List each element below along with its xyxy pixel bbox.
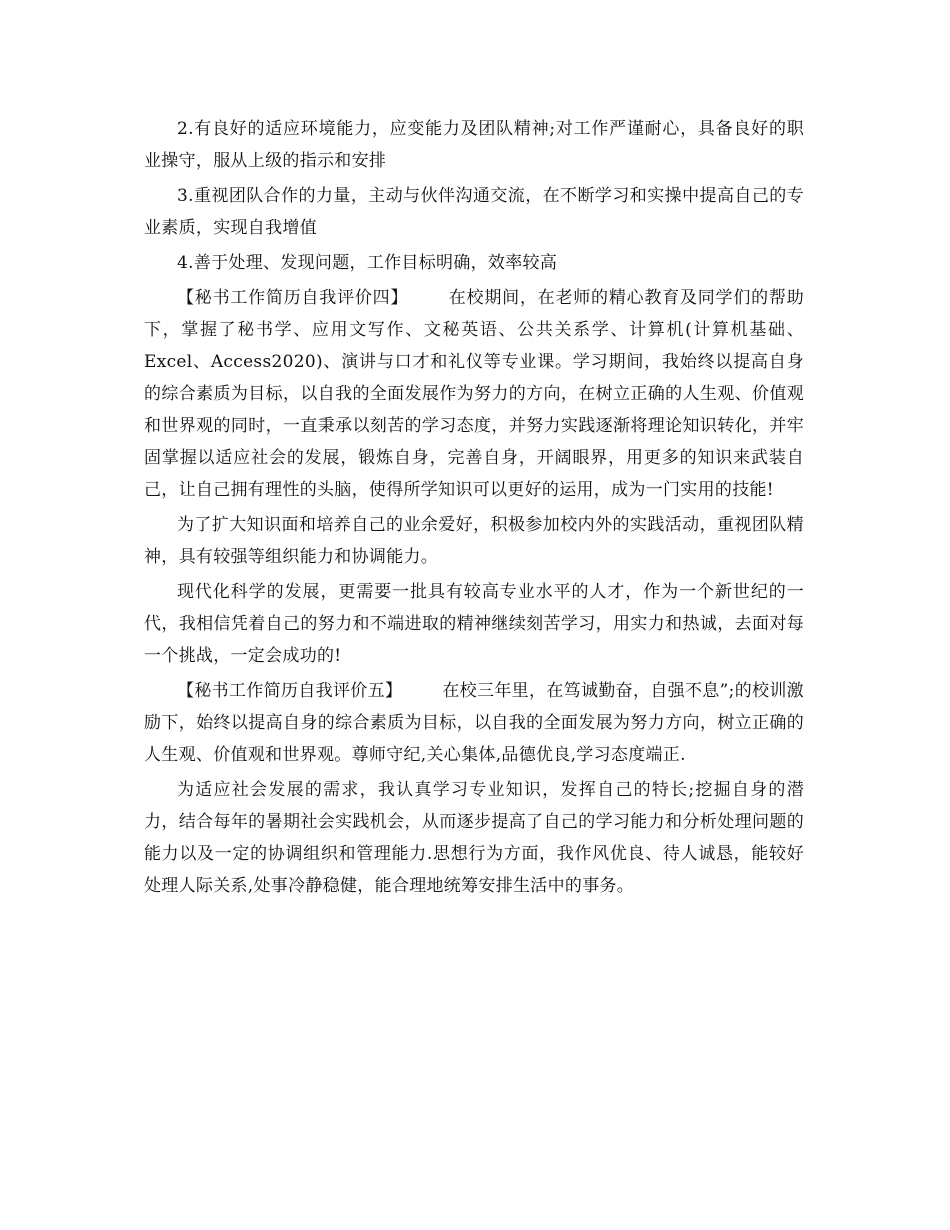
section-heading: 【秘书工作简历自我评价四】 xyxy=(177,288,409,308)
paragraph-text: 在校三年里，在笃诚勤奋，自强不息”;的校训激励下，始终以提高自身的综合素质为目标，以自我的全面发展为努力方向，树立正确的人生观、价值观和世界观。尊师守纪,关心集体,品德优良,学习态度端正. xyxy=(144,681,804,765)
paragraph-3 xyxy=(144,180,804,244)
section-heading: 【秘书工作简历自我评价五】 xyxy=(177,681,403,701)
paragraph-4 xyxy=(144,247,804,279)
paragraph-text: 在校期间，在老师的精心教育及同学们的帮助下，掌握了秘书学、应用文写作、文秘英语、公共关系学、计算机(计算机基础、Excel、Access2020)、演讲与口才和礼仪等专业课。学习期间，我始终以提高自身的综合素质为目标，以自我的全面发展作为努力的方向，在树立正确的人生观、价值观和世界观的同时，一直秉承以刻苦的学习态度，并努力实践逐渐将理论知识转化，并牢固掌握以适应社会的发展，锻炼自身，完善自身，开阔眼界，用更多的知识来武装自己，让自己拥有理性的头脑，使得所学知识可以更好的运用，成为一门实用的技能! xyxy=(144,288,805,500)
paragraph-modern-science xyxy=(144,576,804,672)
paragraph-interests xyxy=(144,509,804,573)
paragraph-text: 为了扩大知识面和培养自己的业余爱好，积极参加校内外的实践活动，重视团队精神，具有较强等组织能力和协调能力。 xyxy=(144,515,804,567)
paragraph-text: 3.重视团队合作的力量，主动与伙伴沟通交流，在不断学习和实操中提高自己的专业素质，实现自我增值 xyxy=(144,186,804,238)
paragraph-text: 为适应社会发展的需求，我认真学习专业知识，发挥自己的特长;挖掘自身的潜力，结合每年的暑期社会实践机会，从而逐步提高了自己的学习能力和分析处理问题的能力以及一定的协调组织和管理能力.思想行为方面，我作风优良、待人诚恳，能较好处理人际关系,处事冷静稳健，能合理地统筹安排生活中的事务。 xyxy=(144,780,804,896)
paragraph-text: 现代化科学的发展，更需要一批具有较高专业水平的人才，作为一个新世纪的一代，我相信凭着自己的努力和不端进取的精神继续刻苦学习，用实力和热诚，去面对每一个挑战，一定会成功的! xyxy=(144,582,804,666)
section-five-paragraph xyxy=(144,675,804,771)
paragraph-text: 2.有良好的适应环境能力，应变能力及团队精神;对工作严谨耐心，具备良好的职业操守，服从上级的指示和安排 xyxy=(144,119,804,171)
document-body xyxy=(144,113,804,905)
paragraph-2 xyxy=(144,113,804,177)
paragraph-social-needs xyxy=(144,774,804,902)
section-four-paragraph xyxy=(144,282,804,506)
paragraph-text: 4.善于处理、发现问题，工作目标明确，效率较高 xyxy=(177,253,558,273)
